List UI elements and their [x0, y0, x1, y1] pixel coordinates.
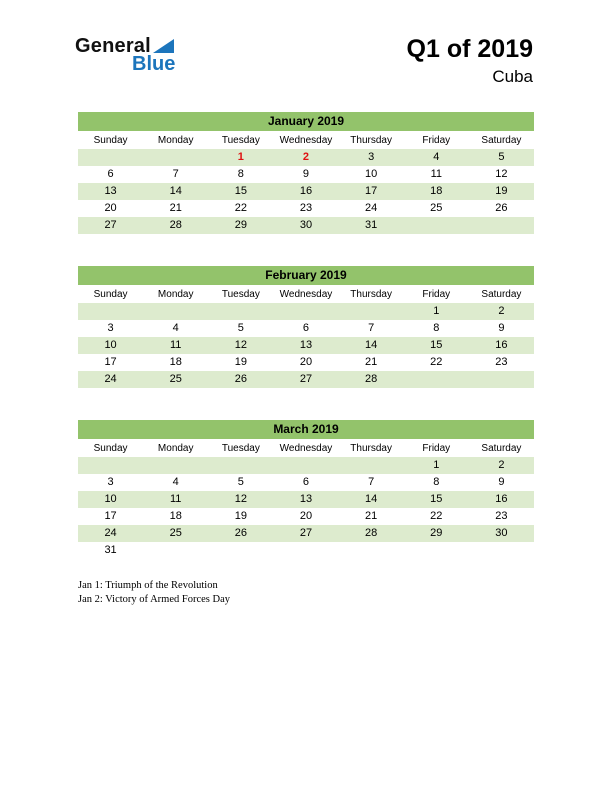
title-block	[407, 36, 533, 87]
day-cell: 26	[208, 525, 273, 542]
day-cell: 12	[208, 491, 273, 508]
day-cell: 29	[404, 525, 469, 542]
day-cell: 31	[339, 217, 404, 234]
weekday-header: Wednesday	[273, 285, 338, 303]
day-cell: 25	[143, 371, 208, 388]
day-cell: 21	[365, 356, 378, 368]
day-cell: 28	[143, 217, 208, 234]
weekday-header: Tuesday	[208, 131, 273, 149]
day-cell: 6	[302, 476, 310, 488]
day-cell: 15	[404, 337, 469, 354]
weekday-header: Tuesday	[208, 285, 273, 303]
empty-day-cell	[208, 457, 273, 474]
day-cell: 4	[404, 149, 469, 166]
day-cell: 14	[339, 337, 404, 354]
day-cell: 27	[273, 525, 338, 542]
empty-day-cell	[469, 217, 534, 234]
day-cell: 16	[469, 337, 534, 354]
empty-day-cell	[404, 371, 469, 388]
day-cell: 14	[339, 491, 404, 508]
day-cell: 24	[365, 202, 378, 214]
day-cell: 3	[107, 476, 114, 488]
weekday-header-row	[78, 131, 534, 149]
day-cell: 5	[237, 322, 244, 334]
day-cell: 11	[143, 337, 208, 354]
weekday-header: Monday	[143, 285, 208, 303]
day-cell: 8	[433, 476, 440, 488]
day-cell: 28	[339, 525, 404, 542]
day-cell: 16	[273, 183, 338, 200]
weekday-header-row	[78, 285, 534, 303]
week-row	[78, 183, 534, 200]
empty-day-cell	[339, 457, 404, 474]
day-cell: 14	[143, 183, 208, 200]
day-cell: 28	[339, 371, 404, 388]
month-grid	[78, 285, 534, 388]
day-cell: 6	[302, 322, 310, 334]
page-subtitle: Cuba	[492, 66, 533, 86]
month-title: February 2019	[78, 266, 534, 285]
day-cell: 25	[430, 202, 443, 214]
weekday-header: Sunday	[78, 285, 143, 303]
holiday-footnotes	[78, 579, 612, 607]
logo-sail-icon	[153, 37, 174, 53]
day-cell: 17	[339, 183, 404, 200]
empty-day-cell	[404, 542, 469, 559]
logo-text-general: General	[75, 35, 151, 57]
holiday-note: Jan 2: Victory of Armed Forces Day	[78, 593, 230, 605]
day-cell: 18	[169, 510, 182, 522]
day-cell: 30	[469, 525, 534, 542]
empty-day-cell	[273, 457, 338, 474]
page-header	[0, 0, 612, 87]
day-cell: 15	[208, 183, 273, 200]
day-cell: 3	[339, 149, 404, 166]
weekday-header-row	[78, 439, 534, 457]
day-cell: 11	[430, 168, 442, 180]
week-row	[78, 166, 534, 183]
day-cell: 31	[104, 544, 117, 556]
week-row	[78, 457, 534, 474]
month-february	[78, 266, 534, 388]
day-cell: 17	[104, 510, 117, 522]
week-row	[78, 320, 534, 337]
day-cell: 20	[299, 356, 313, 368]
empty-day-cell	[273, 542, 338, 559]
month-title: March 2019	[78, 420, 534, 439]
day-cell: 23	[299, 202, 313, 214]
empty-day-cell	[78, 457, 143, 474]
day-cell: 10	[365, 168, 378, 180]
day-cell: 21	[169, 202, 182, 214]
day-cell: 8	[237, 168, 244, 180]
weekday-header: Friday	[404, 285, 469, 303]
empty-day-cell	[78, 303, 143, 320]
week-row	[78, 491, 534, 508]
page-title: Q1 of 2019	[406, 35, 533, 63]
week-row	[78, 217, 534, 234]
day-cell: 26	[208, 371, 273, 388]
day-cell: 12	[495, 168, 508, 180]
weekday-header: Monday	[143, 131, 208, 149]
day-cell: 5	[237, 476, 244, 488]
week-row	[78, 354, 534, 371]
day-cell: 4	[172, 322, 179, 334]
day-cell: 18	[404, 183, 469, 200]
month-march	[78, 420, 534, 559]
day-cell: 7	[368, 476, 375, 488]
day-cell: 19	[234, 510, 247, 522]
week-row	[78, 508, 534, 525]
weekday-header: Thursday	[339, 285, 404, 303]
holiday-note: Jan 1: Triumph of the Revolution	[78, 579, 218, 591]
day-cell: 2	[469, 303, 534, 320]
month-title: January 2019	[78, 112, 534, 131]
day-cell: 29	[208, 217, 273, 234]
weekday-header: Wednesday	[273, 439, 338, 457]
empty-day-cell	[208, 303, 273, 320]
logo-text-blue: Blue	[132, 53, 176, 75]
empty-day-cell	[143, 542, 208, 559]
empty-day-cell	[469, 542, 534, 559]
day-cell: 22	[430, 510, 443, 522]
day-cell: 27	[273, 371, 338, 388]
day-cell: 17	[104, 356, 117, 368]
day-cell: 11	[143, 491, 208, 508]
weekday-header: Saturday	[469, 285, 534, 303]
day-cell: 22	[430, 356, 443, 368]
day-cell: 7	[172, 168, 179, 180]
day-cell: 4	[172, 476, 179, 488]
day-cell: 25	[143, 525, 208, 542]
month-grid	[78, 131, 534, 234]
week-row	[78, 149, 534, 166]
day-cell: 20	[104, 202, 117, 214]
day-cell: 19	[234, 356, 247, 368]
day-cell: 1	[208, 149, 273, 166]
day-cell: 27	[78, 217, 143, 234]
week-row	[78, 200, 534, 217]
day-cell: 20	[299, 510, 313, 522]
general-blue-logo	[75, 36, 175, 74]
day-cell: 5	[469, 149, 534, 166]
calendars	[0, 112, 612, 559]
empty-day-cell	[404, 217, 469, 234]
weekday-header: Monday	[143, 439, 208, 457]
weekday-header: Wednesday	[273, 131, 338, 149]
day-cell: 24	[78, 371, 143, 388]
empty-day-cell	[208, 542, 273, 559]
day-cell: 23	[495, 356, 508, 368]
weekday-header: Saturday	[469, 439, 534, 457]
day-cell: 16	[469, 491, 534, 508]
day-cell: 1	[404, 303, 469, 320]
day-cell: 18	[169, 356, 182, 368]
weekday-header: Thursday	[339, 439, 404, 457]
day-cell: 15	[404, 491, 469, 508]
weekday-header: Sunday	[78, 131, 143, 149]
day-cell: 10	[78, 491, 143, 508]
month-grid	[78, 439, 534, 559]
day-cell: 6	[107, 168, 114, 180]
weekday-header: Sunday	[78, 439, 143, 457]
day-cell: 13	[78, 183, 143, 200]
week-row	[78, 371, 534, 388]
month-january	[78, 112, 534, 234]
day-cell: 8	[433, 322, 440, 334]
day-cell: 23	[495, 510, 508, 522]
week-row	[78, 542, 534, 559]
day-cell: 3	[107, 322, 114, 334]
empty-day-cell	[469, 371, 534, 388]
day-cell: 26	[495, 202, 508, 214]
empty-day-cell	[273, 303, 338, 320]
empty-day-cell	[143, 457, 208, 474]
week-row	[78, 303, 534, 320]
day-cell: 22	[234, 202, 247, 214]
day-cell: 13	[273, 491, 338, 508]
empty-day-cell	[339, 542, 404, 559]
day-cell: 10	[78, 337, 143, 354]
day-cell: 21	[365, 510, 378, 522]
day-cell: 19	[469, 183, 534, 200]
empty-day-cell	[143, 149, 208, 166]
week-row	[78, 474, 534, 491]
weekday-header: Saturday	[469, 131, 534, 149]
day-cell: 13	[273, 337, 338, 354]
empty-day-cell	[78, 149, 143, 166]
day-cell: 2	[273, 149, 338, 166]
weekday-header: Friday	[404, 131, 469, 149]
day-cell: 30	[273, 217, 338, 234]
day-cell: 9	[302, 168, 310, 180]
weekday-header: Tuesday	[208, 439, 273, 457]
day-cell: 2	[469, 457, 534, 474]
day-cell: 12	[208, 337, 273, 354]
weekday-header: Friday	[404, 439, 469, 457]
empty-day-cell	[339, 303, 404, 320]
day-cell: 24	[78, 525, 143, 542]
day-cell: 9	[498, 322, 505, 334]
week-row	[78, 525, 534, 542]
day-cell: 9	[498, 476, 505, 488]
weekday-header: Thursday	[339, 131, 404, 149]
week-row	[78, 337, 534, 354]
day-cell: 7	[368, 322, 375, 334]
empty-day-cell	[143, 303, 208, 320]
day-cell: 1	[404, 457, 469, 474]
